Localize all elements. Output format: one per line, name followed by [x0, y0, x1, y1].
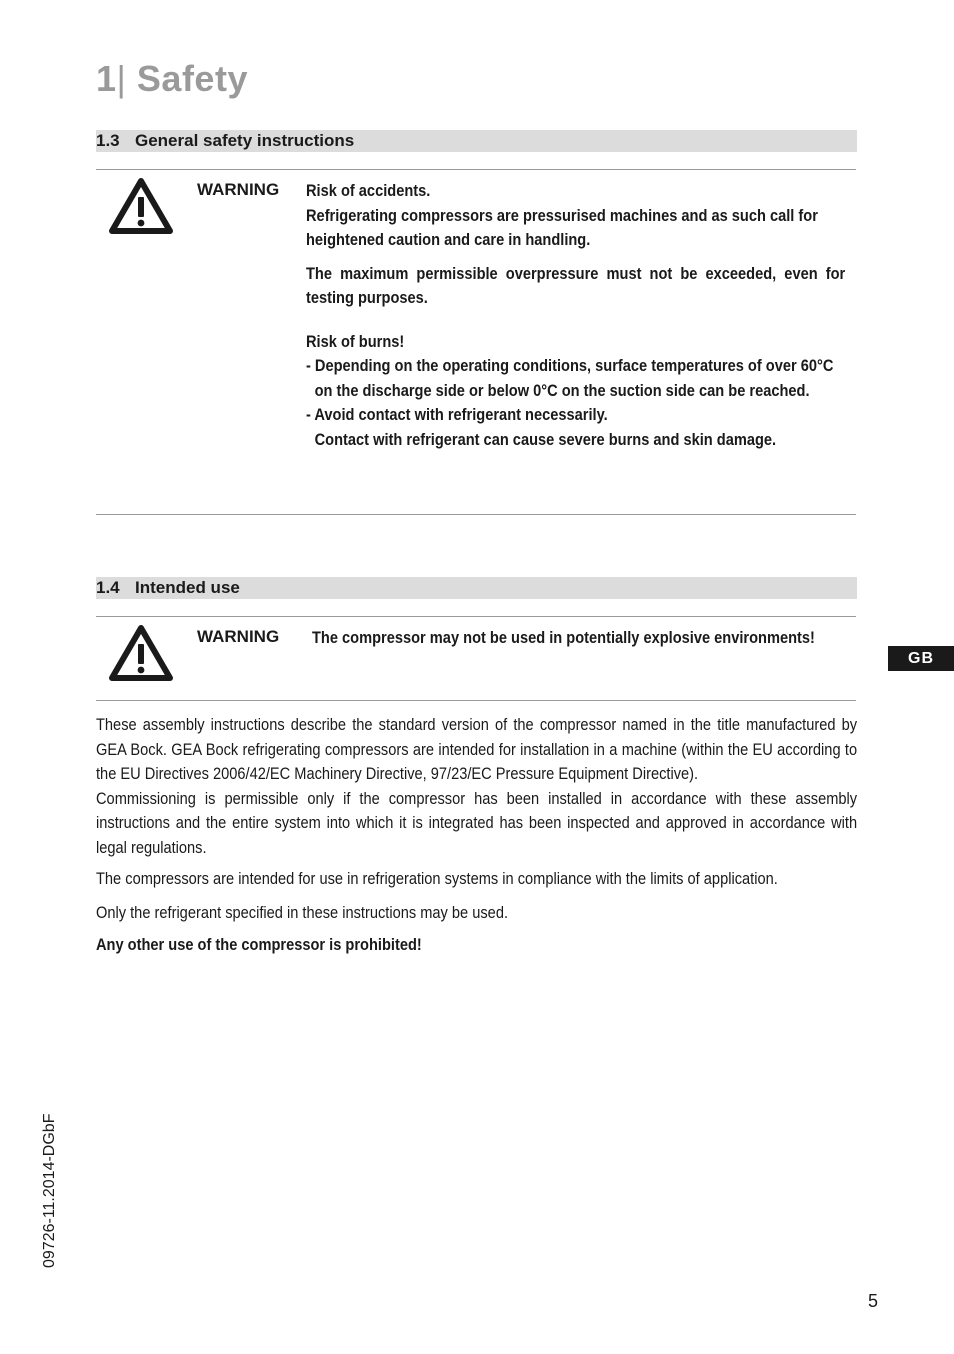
overpressure-text: The maximum permissible overpressure must not be exceeded, even for testing purposes.	[306, 263, 846, 307]
section-number: 1.4	[96, 578, 120, 597]
chapter-title	[96, 58, 248, 100]
warning-label: WARNING	[197, 180, 280, 199]
risk-of-accidents-text: Refrigerating compressors are pressurised machines and as such call for heightened caution and care in handling.	[306, 205, 818, 249]
body-paragraph: These assembly instructions describe the standard version of the compressor named in the title manufactured by GEA Bock. GEA Bock refrigerating compressors are intended for installation in a machine (within the EU according to the EU Directives 2006/42/EC Machinery Directive, 97/23/EC Pressure Equipment Directive).	[96, 715, 858, 783]
section-title: Intended use	[135, 578, 240, 597]
page-number: 5	[868, 1291, 879, 1311]
divider	[96, 616, 856, 617]
warning-triangle-icon	[108, 177, 174, 235]
chapter-separator: |	[116, 58, 127, 99]
intended-use-body	[96, 713, 857, 958]
divider	[96, 514, 856, 515]
risk-of-accidents-title: Risk of accidents.	[306, 181, 431, 200]
warning-text-block	[306, 179, 845, 452]
explosive-environment-warning: The compressor may not be used in potentially explosive environments!	[312, 628, 815, 647]
section-heading-1-4	[96, 577, 857, 599]
chapter-title-text: Safety	[136, 58, 248, 99]
burns-list-item: - Depending on the operating conditions, surface temperatures of over 60°C on the discharge side or below 0°C on the suction side can be reached.	[306, 356, 834, 400]
document-code: 09726-11.2014-DGbF	[41, 1113, 58, 1268]
language-tab: GB	[888, 646, 954, 671]
warning-label: WARNING	[197, 627, 280, 646]
risk-of-burns-title: Risk of burns!	[306, 331, 405, 351]
section-number: 1.3	[96, 131, 120, 150]
prohibited-use-note: Any other use of the compressor is prohibited!	[96, 935, 422, 954]
divider	[96, 700, 856, 701]
section-title: General safety instructions	[135, 131, 355, 150]
chapter-number: 1	[96, 58, 117, 99]
warning-triangle-icon	[108, 624, 174, 682]
body-paragraph: The compressors are intended for use in refrigeration systems in compliance with the limits of application.	[96, 869, 778, 888]
body-paragraph: Commissioning is permissible only if the compressor has been installed in accordance with these assembly instructions and the entire system into which it is integrated has been inspected and approved in accordance with legal regulations.	[96, 788, 858, 857]
burns-list-item-continuation: Contact with refrigerant can cause severe burns and skin damage.	[314, 429, 777, 449]
body-paragraph: Only the refrigerant specified in these instructions may be used.	[96, 902, 509, 922]
divider	[96, 169, 856, 170]
section-heading-1-3	[96, 130, 857, 152]
burns-list-item: - Avoid contact with refrigerant necessarily.	[306, 405, 608, 424]
warning-text-block	[312, 626, 845, 649]
